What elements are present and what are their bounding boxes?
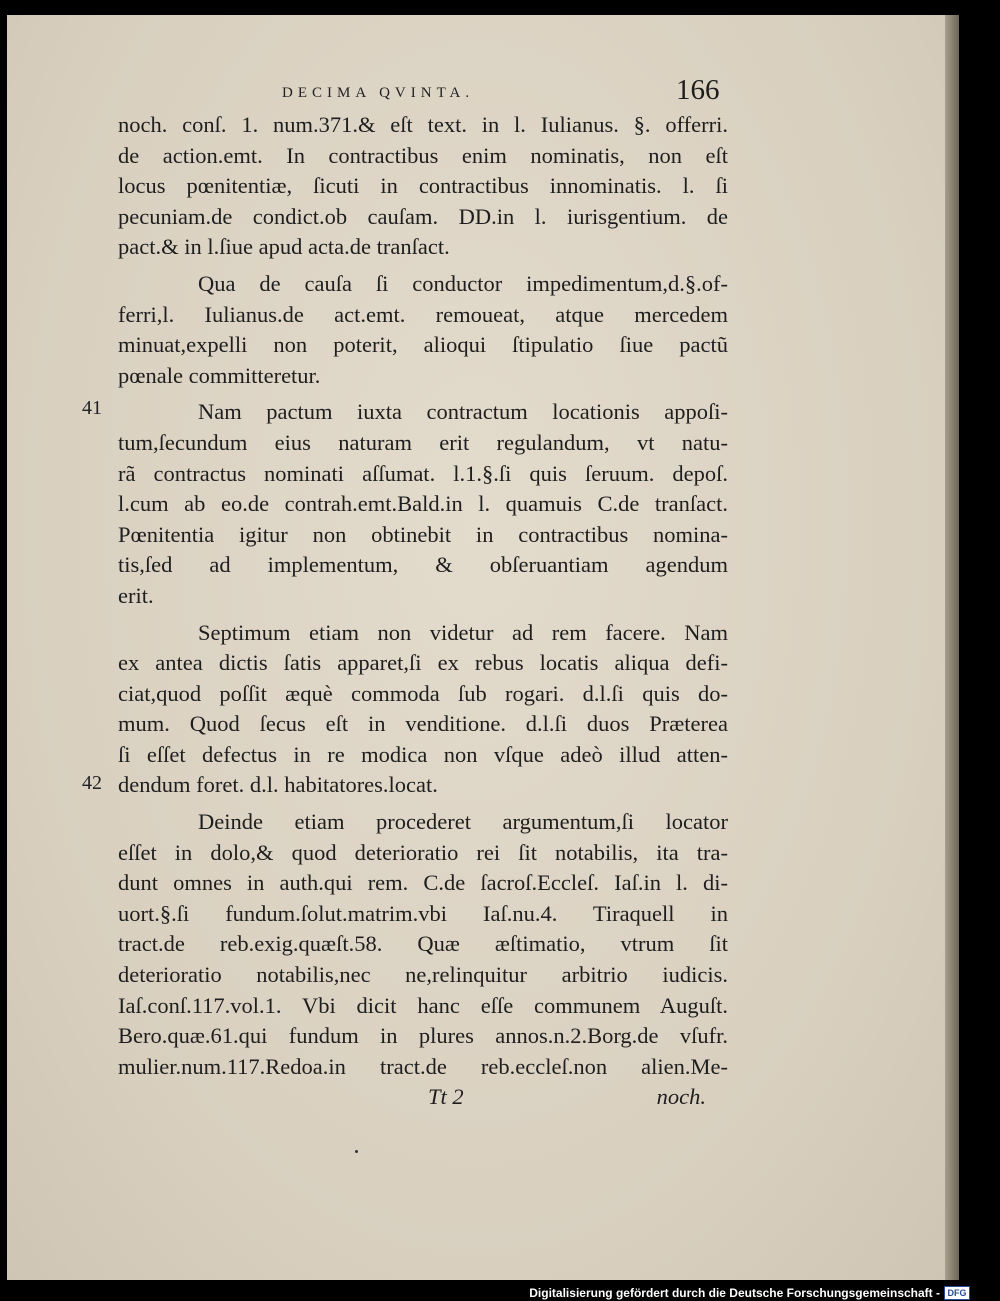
text-line: uort.§.ſi fundum.ſolut.matrim.vbi Iaſ.nu.4. Tiraquell in [118,900,728,926]
text-line: dunt omnes in auth.qui rem. C.de ſacroſ.Eccleſ. Iaſ.in l. di- [118,870,728,896]
text-line: eſſet in dolo,& quod deterioratio rei ſit notabilis, ita tra- [118,839,728,865]
page-number: 166 [676,74,720,106]
text-line: mum. Quod ſecus eſt in venditione. d.l.ſi duos Præterea [118,711,728,737]
text-line: Deinde etiam procederet argumentum,ſi locator [198,809,728,835]
text-line: deterioratio notabilis,nec ne,relinquitur arbitrio iudicis. [118,962,728,988]
margin-number: 41 [82,397,102,419]
body-text [118,110,728,1113]
running-title: DECIMA QVINTA. [282,85,475,101]
text-line: Pœnitentia igitur non obtinebit in contractibus nomina- [118,521,728,547]
signature-mark: Tt 2 [428,1084,464,1110]
text-line: minuat,expelli non poterit, alioqui ſtipulatio ſiue pactũ [118,332,728,358]
text-line: tum,ſecundum eius naturam erit regulandum, vt natu- [118,429,728,455]
text-line: Qua de cauſa ſi conductor impedimentum,d.§.of- [198,270,728,296]
margin-number: 42 [82,772,102,794]
text-line: ciat,quod poſſit æquè commoda ſub rogari. d.l.ſi quis do- [118,680,728,706]
digitization-stamp [529,1286,970,1300]
text-line: noch. conſ. 1. num.371.& eſt text. in l. Iulianus. §. offerri. [118,112,728,137]
text-line: ex antea dictis ſatis apparet,ſi ex rebus locatis aliqua defi- [118,650,728,676]
signature-line [118,1082,728,1113]
text-line: Iaſ.conſ.117.vol.1. Vbi dicit hanc eſſe communem Auguſt. [118,992,728,1018]
text-line: locus pœnitentiæ, ſicuti in contractibus innominatis. l. ſi [118,173,728,199]
text-line: l.cum ab eo.de contrah.emt.Bald.in l. quamuis C.de tranſact. [118,491,728,517]
catchword: noch. [656,1084,706,1110]
text-line: ferri,l. Iulianus.de act.emt. remoueat, atque mercedem [118,301,728,327]
text-line: Septimum etiam non videtur ad rem facere. Nam [198,619,728,645]
text-line: pecuniam.de condict.ob cauſam. DD.in l. iurisgentium. de [118,203,728,229]
text-line: tract.de reb.exig.quæſt.58. Quæ æſtimatio, vtrum ſit [118,931,728,957]
stamp-text: Digitalisierung gefördert durch die Deutsche Forschungsgemeinschaft - [529,1286,940,1300]
text-line: tis,ſed ad implementum, & obſeruantiam agendum [118,552,728,578]
text-line: pact.& in l.ſiue apud acta.de tranſact. [118,234,450,260]
text-line: Nam pactum iuxta contractum locationis appoſi- [198,399,728,425]
text-line: dendum foret. d.l. habitatores.locat. [118,772,438,798]
text-line: de action.emt. In contractibus enim nominatis, non eſt [118,142,728,168]
dfg-logo-icon: DFG [944,1286,970,1300]
text-line: Bero.quæ.61.qui fundum in plures annos.n.2.Borg.de vſufr. [118,1023,728,1049]
text-line: pœnale committeretur. [118,362,321,388]
text-line: ſi eſſet defectus in re modica non vſque adeò illud atten- [118,741,728,767]
text-line: rã contractus nominati aſſumat. l.1.§.ſi quis ſeruum. depoſ. [118,460,728,486]
paper-speck [355,1150,358,1153]
page-gutter [945,15,959,1280]
text-line: erit. [118,582,154,608]
text-line: mulier.num.117.Redoa.in tract.de reb.eccleſ.non alien.Me- [118,1053,728,1079]
